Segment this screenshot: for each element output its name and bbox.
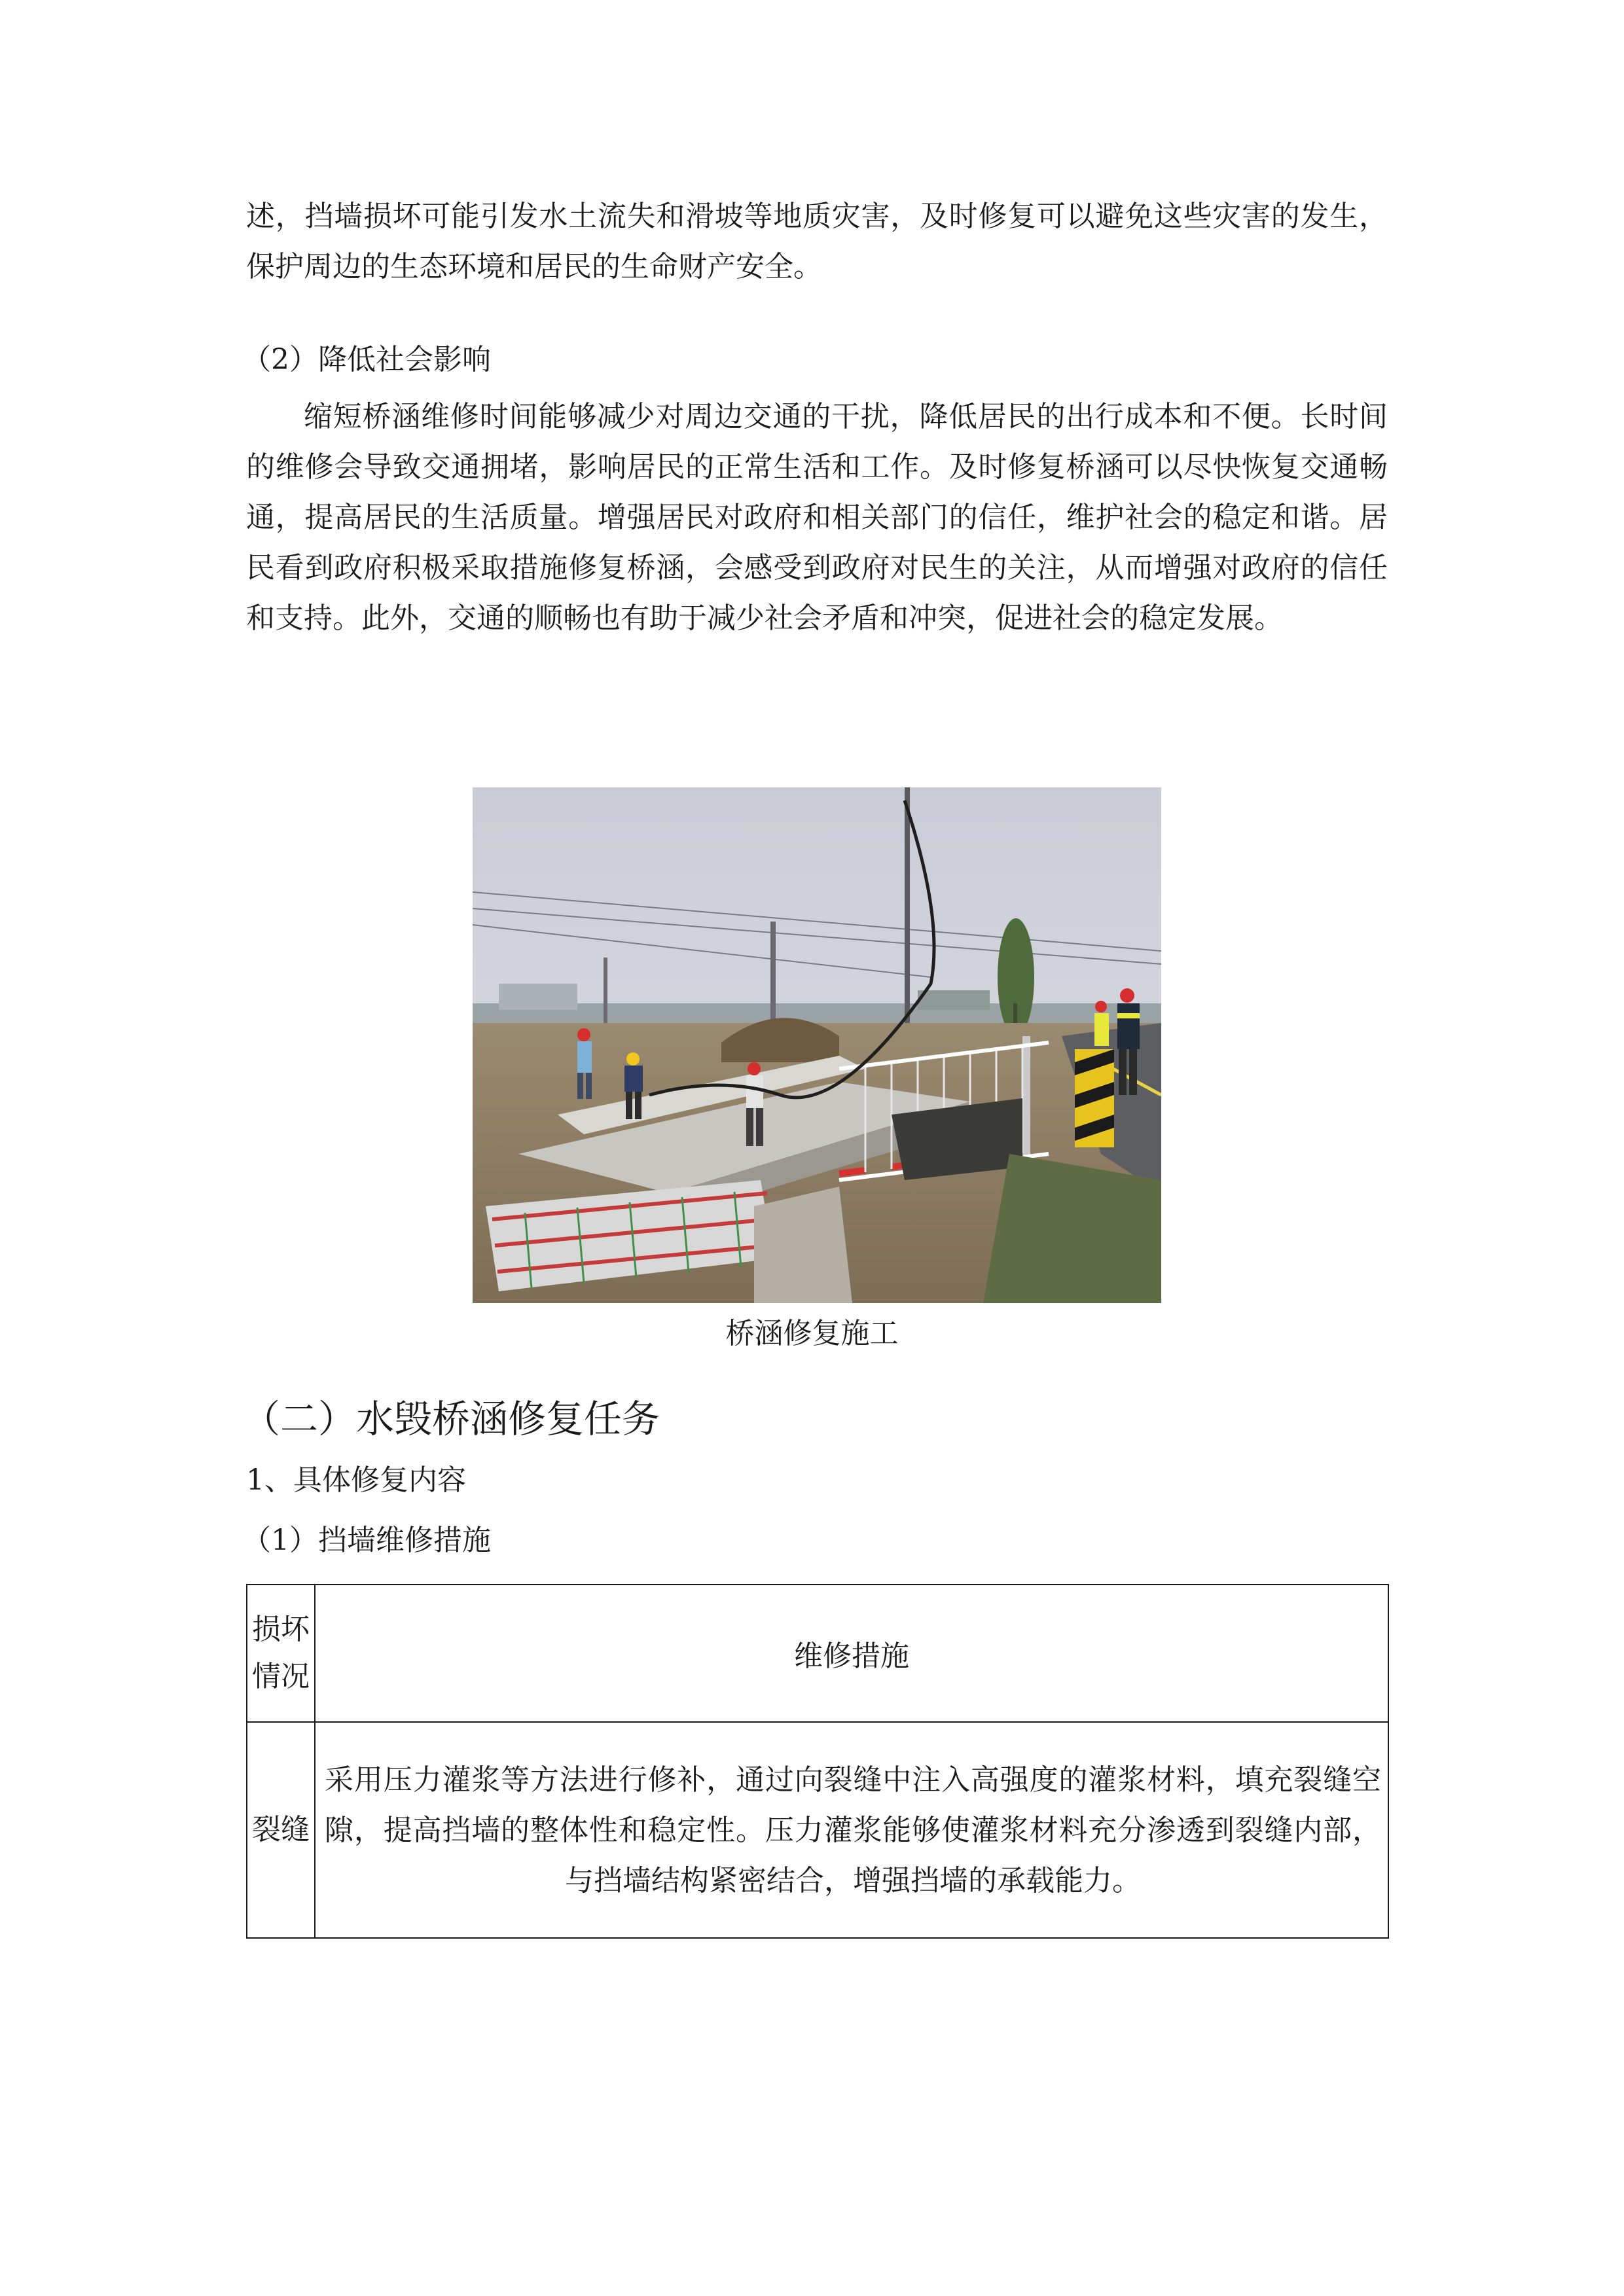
- table-header-row: [247, 1585, 1388, 1722]
- repair-measures-table: [246, 1584, 1389, 1939]
- header-measure-cell: 维修措施: [315, 1585, 1388, 1722]
- subheading-wall-measures: （1）挡墙维修措施: [242, 1524, 491, 1557]
- paragraph-hazard-prevention: 述，挡墙损坏可能引发水土流失和滑坡等地质灾害，及时修复可以避免这些灾害的发生，保护周边的生态环境和居民的生命财产安全。: [246, 200, 1388, 283]
- damage-type-cell: 裂缝: [247, 1722, 315, 1938]
- header-damage-cell: 损坏情况: [247, 1585, 315, 1722]
- section-title: （二）水毁桥涵修复任务: [242, 1397, 660, 1441]
- table-row: [247, 1722, 1388, 1938]
- measure-cell: 采用压力灌浆等方法进行修补，通过向裂缝中注入高强度的灌浆材料，填充裂缝空隙，提高挡墙的整体性和稳定性。压力灌浆能够使灌浆材料充分渗透到裂缝内部，与挡墙结构紧密结合，增强挡墙的承载能力。: [315, 1722, 1388, 1938]
- construction-photo: [473, 787, 1161, 1303]
- figure-caption: 桥涵修复施工: [725, 1317, 899, 1350]
- paragraph-social-impact: 缩短桥涵维修时间能够减少对周边交通的干扰，降低居民的出行成本和不便。长时间的维修会导致交通拥堵，影响居民的正常生活和工作。及时修复桥涵可以尽快恢复交通畅通，提高居民的生活质量。增强居民对政府和相关部门的信任，维护社会的稳定和谐。居民看到政府积极采取措施修复桥涵，会感受到政府对民生的关注，从而增强对政府的信任和支持。此外，交通的顺畅也有助于减少社会矛盾和冲突，促进社会的稳定发展。: [246, 400, 1388, 635]
- subheading-social-impact: （2）降低社会影响: [242, 343, 491, 376]
- subheading-repair-content: 1、具体修复内容: [246, 1463, 466, 1497]
